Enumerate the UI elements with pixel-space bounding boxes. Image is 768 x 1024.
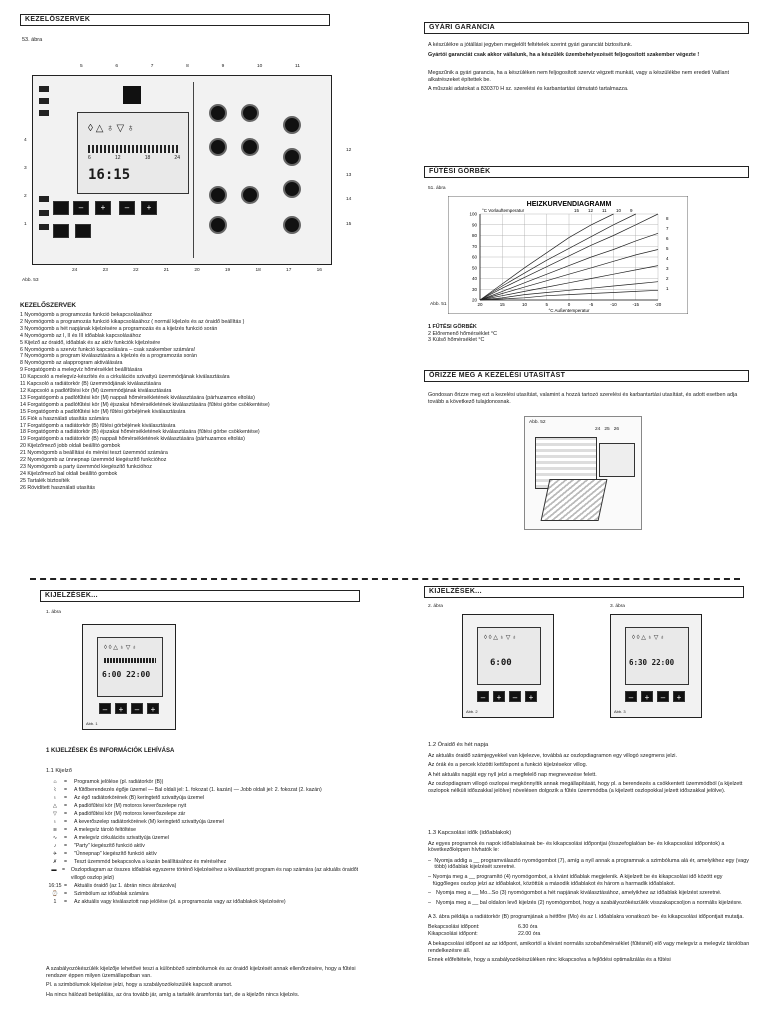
display-time: 6:00 22:00 bbox=[102, 670, 151, 679]
callout-22: 22 bbox=[133, 268, 139, 273]
list-item: 17 Forgatógomb a radiátorkör (B) fűtési görbéjének kiválasztására bbox=[20, 422, 176, 429]
legend-symbol: ♪ bbox=[53, 843, 57, 849]
list-item: 10 Kapcsoló a melegvíz-készítés és a cirkulációs szivattyú üzemmódjának kiválasztására bbox=[20, 374, 230, 381]
bullet: – Nyomja meg a __ programító (4) nyomógombot, a kívánt időablak megjelenik. A kijelzett be és kikapcsolási idő között egy függőleges oszlop jelzi az időablakot, közöttük a második időablakot és három a harmadik időablakot. bbox=[428, 874, 750, 887]
callout-14: 14 bbox=[346, 197, 352, 203]
legend-row: ▬ = Oszlopdiagram az összes időablak egyszerre történő kijelzéséhez a kiválasztott program és nap számára (az aktuális óraidőt villogó oszlop jelzi) bbox=[46, 866, 366, 882]
legend-symbol: ⌂ bbox=[53, 779, 57, 785]
list-item: 1 FŰTÉSI GÖRBÉK bbox=[428, 324, 477, 330]
section-header: GYÁRI GARANCIA bbox=[424, 22, 749, 34]
knob bbox=[209, 216, 227, 234]
note-text: Ha nincs hálózati betáplálás, az óra tovább jár, amíg a tartalék áramforrás tart, de a kijelzőn nincs kijelzés. bbox=[46, 991, 300, 998]
x-tick-label: 10 bbox=[521, 302, 528, 307]
plus-button: + bbox=[141, 201, 157, 215]
curve-label: 2 bbox=[666, 276, 669, 281]
legend-row: ∿ = A melegvíz cirkulációs szivattyúja üzemel bbox=[46, 834, 366, 842]
callout-3: 3 bbox=[24, 166, 27, 172]
display-symbols: ◊ ◊ △ ♁ ▽ ♁ bbox=[632, 635, 665, 641]
legend-text: A padlófűtési kör (M) motoros keverőszelepe zár bbox=[74, 811, 186, 817]
curve-label: 5 bbox=[666, 246, 669, 251]
list-item: 5 Kijelző az óraidő, időablak és az aktív funkciók kijelzésére bbox=[20, 339, 161, 346]
legend-symbol: △ bbox=[53, 803, 57, 809]
list-item: 18 Forgatógomb a radiátorkör (B) éjszakai hőmérsékletének kiválasztására (fűtési görbe csökkentése) bbox=[20, 429, 260, 436]
figure-label: 2. ábra bbox=[428, 604, 443, 609]
chart-caption: Abb. 51 bbox=[430, 302, 447, 307]
legend-text: Szimbólum az időablak számára bbox=[74, 891, 149, 897]
display-scale-18: 18 bbox=[144, 155, 151, 161]
page-bottom-right bbox=[384, 580, 768, 1024]
curve-label: 8 bbox=[666, 216, 669, 221]
fig-callouts bbox=[595, 427, 619, 433]
knob bbox=[241, 104, 259, 122]
list-item: 4 Nyomógomb az I, II és III időablak kapcsolásához bbox=[20, 332, 142, 339]
figure-label: 53. ábra bbox=[22, 37, 43, 43]
legend-text: Teszt üzemmód bekapcsolva a kazán beállításához és méréséhez bbox=[74, 859, 227, 865]
panel-button bbox=[75, 224, 91, 238]
callout-6: 6 bbox=[115, 64, 119, 69]
y-tick-label: 60 bbox=[471, 254, 477, 260]
fig-label: Abb. 52 bbox=[529, 420, 546, 425]
plus-button: + bbox=[493, 691, 505, 702]
callout-15: 15 bbox=[346, 222, 352, 228]
legend-symbol: ▽ bbox=[53, 811, 57, 817]
legend-text: Programok jelölése (pl. radiátorkör (B)) bbox=[74, 779, 164, 785]
x-tick-label: -15 bbox=[632, 302, 640, 307]
curve-label: 1 bbox=[666, 286, 669, 291]
knob bbox=[283, 116, 301, 134]
bullet-text: Nyomja addig a __ programválasztó nyomógombot (7), amíg a nyíl annak a programnak a szimbóluma alá ér, amelyikhez egy (vagy több) időablak kijelzését szeretné. bbox=[434, 857, 749, 871]
section-header: FŰTÉSI GÖRBÉK bbox=[424, 166, 749, 178]
display-panel-illustration bbox=[82, 624, 176, 730]
legend-symbol: ♁ bbox=[53, 819, 57, 825]
y-tick-label: 20 bbox=[471, 297, 477, 303]
list-item: 26 Rövidített használati utasítás bbox=[20, 484, 96, 491]
notes bbox=[46, 966, 366, 998]
legend-row: 16:15 = Aktuális óraidő (az 1. ábrán nincs ábrázolva) bbox=[46, 882, 366, 890]
list-item: 13 Forgatógomb a padlófűtési kör (M) nappali hőmérsékletének kiválasztására (párhuzamos eltolás) bbox=[20, 394, 255, 401]
knob bbox=[209, 186, 227, 204]
list-item: 8 Nyomógomb az alapprogram aktiválására bbox=[20, 360, 123, 367]
list-item: 11 Kapcsoló a radiátorkör (B) üzemmódjának kiválasztására bbox=[20, 381, 161, 388]
x-tick-label: -5 bbox=[589, 302, 594, 307]
legend-row: ♁ = Az égő radiátorkörének (B) keringtető szivattyúja üzemel bbox=[46, 794, 366, 802]
x-tick-label: -10 bbox=[610, 302, 617, 307]
kv-key: Bekapcsolási időpont: bbox=[428, 923, 480, 930]
callout-16: 16 bbox=[316, 268, 322, 273]
display-time: 6:30 22:00 bbox=[629, 658, 675, 667]
legend-row: ♁ = A keverőszelep radiátorkörének (M) keringtető szivattyúja üzemel bbox=[46, 818, 366, 826]
callout-18: 18 bbox=[255, 268, 261, 273]
panel-display bbox=[77, 112, 189, 194]
heating-curve-chart bbox=[448, 196, 688, 314]
curve-label: 6 bbox=[666, 236, 669, 241]
bullet-text: Nyomja meg a __ bal oldalon levő kijelzés (2) nyomógombot, hogy a szabályozókészülék visszakapcsoljon a normális kijelzésre. bbox=[436, 899, 743, 906]
minus-button: – bbox=[99, 703, 111, 714]
y-tick-label: 70 bbox=[471, 243, 477, 249]
legend-symbol: ▬ bbox=[51, 867, 57, 873]
y-tick-label: 30 bbox=[471, 286, 477, 292]
callout-7: 7 bbox=[150, 64, 154, 69]
figure-label bbox=[529, 420, 546, 426]
parts-title: KEZELŐSZERVEK bbox=[20, 302, 76, 309]
minus-button: – bbox=[131, 703, 143, 714]
panel-button bbox=[39, 98, 49, 104]
manual-drawer-illustration bbox=[524, 416, 642, 530]
x-tick-label: 0 bbox=[567, 302, 571, 307]
list-item: 2 Előremenő hőmérséklet °C bbox=[428, 330, 497, 337]
minus-button: – bbox=[509, 691, 521, 702]
callout-2: 2 bbox=[24, 194, 27, 200]
display-time: 6:00 bbox=[490, 658, 512, 668]
plus-button: + bbox=[115, 703, 127, 714]
legend-text: A fűtőberendezés égője üzemel — Bal oldali jel: 1. fokozat (1. kazán) — Jobb oldali jel: 2. fokozat (2. kazán) bbox=[74, 787, 322, 793]
control-panel-illustration bbox=[32, 75, 332, 265]
list-item: 22 Nyomógomb az ünnepnap üzemmód kiegészítő funkcióhoz bbox=[20, 457, 167, 464]
list-item: 23 Nyomógomb a party üzemmód kiegészítő funkcióhoz bbox=[20, 463, 152, 470]
panel-button bbox=[39, 110, 49, 116]
callouts-bottom bbox=[72, 268, 322, 274]
y-tick-label: 90 bbox=[471, 222, 477, 228]
list-item: 19 Forgatógomb a radiátorkör (B) nappali hőmérsékletének kiválasztására (párhuzamos eltolás) bbox=[20, 436, 245, 443]
callout-10: 10 bbox=[256, 64, 263, 69]
list-item: 1 Nyomógomb a programozás funkció bekapcsolásához bbox=[20, 312, 152, 318]
figure-caption: Abb. 53 bbox=[22, 278, 39, 283]
legend-text: A melegvíz cirkulációs szivattyúja üzemel bbox=[74, 835, 169, 841]
callout-9: 9 bbox=[221, 64, 225, 69]
figure-caption: Abb. 2 bbox=[466, 709, 478, 714]
legend-row: ≋ = A melegvíz tároló feltöltése bbox=[46, 826, 366, 834]
bullet-text: Nyomja meg a __ programító (4) nyomógombot, a kívánt időablak megjelenik. A kijelzett be és kikapcsolási idő között egy függőleges oszlop jelzi az időablakot, közöttük a második időablakot és három a harmadik időablakot. bbox=[432, 873, 723, 887]
plus-button: + bbox=[95, 201, 111, 215]
figure-caption: Abb. 1 bbox=[86, 721, 98, 726]
bullet: – Nyomja meg a __ Mo...So (3) nyomógombot a hét napjának kiválasztásához, amelyikhez az időablak kijelzést szeretné. bbox=[428, 890, 722, 897]
list-item: 15 Forgatógomb a padlófűtési kör (M) fűtési görbéjének kiválasztására bbox=[20, 408, 186, 415]
subsection-title: 1.2 Óraidő és hét napja bbox=[428, 742, 489, 748]
kv-key: Kikapcsolási időpont: bbox=[428, 930, 478, 937]
legend-symbol: ✗ bbox=[52, 859, 58, 865]
display-panel-illustration bbox=[610, 614, 702, 718]
subsection-title: 1.3 Kapcsolási idők (időablakok) bbox=[428, 830, 512, 836]
legend-symbol: 16:15 bbox=[48, 883, 62, 889]
display-scale-24: 24 bbox=[174, 155, 180, 161]
paragraph: A bekapcsolási időpont az az időpont, amikortól a kívánt normális szobahőmérséklet (fűtésnél) elő vagy melegvíz a melegvíz tárolóban rendelkezésre áll. bbox=[428, 940, 750, 954]
list-item: 7 Nyomógomb a program kiválasztására a kijelzés és a programozás során bbox=[20, 353, 197, 360]
legend-row: ⌇ = A fűtőberendezés égője üzemel — Bal oldali jel: 1. fokozat (1. kazán) — Jobb oldali jel: 2. fokozat (2. kazán) bbox=[46, 786, 366, 794]
list-item: 3 Külső hőmérséklet °C bbox=[428, 337, 485, 344]
bullet: – Nyomja meg a __ bal oldalon levő kijelzés (2) nyomógombot, hogy a szabályozókészülék visszakapcsoljon a normális kijelzésre. bbox=[428, 899, 743, 906]
list-item: 24 Kijelzőmező bal oldali beállító gombok bbox=[20, 470, 118, 477]
paragraph: Gondosan őrizze meg ezt a kezelési utasítást, valamint a hozzá tartozó szerelési és karbantartási utasítást, és adott esetben adja tovább a következő tulajdonosnak. bbox=[428, 392, 738, 405]
curve-label: 12 bbox=[588, 208, 594, 213]
legend-symbol: ⌇ bbox=[53, 787, 57, 793]
paragraph: Az oszlopdiagram villogó oszlopai megkönnyítik annak megállapítását, hogy pl. a berendezés a csökkentett üzemmódból (a kijelzett oszlopok nélküli időszakkal jelölve) növelésen dolgozik a fűtés üzemmódba (a kijelzett oszlopokkal jelzett időszakkal jelölve). bbox=[428, 781, 743, 794]
figure-caption: Abb. 3 bbox=[614, 709, 626, 714]
callout-11: 11 bbox=[295, 64, 300, 69]
paragraph: A 3. ábra példája a radiátorkör (B) programjának a hétfőre (Mo) és az I. időablakra vonatkozó be- és kikapcsolási időpontjait mutatja. bbox=[428, 914, 744, 921]
figure-label: 1. ábra bbox=[46, 610, 61, 615]
legend-text: "Party" kiegészítő funkció aktív bbox=[74, 843, 145, 849]
legend-row: ✈ = "Ünnepnap" kiegészítő funkció aktív bbox=[46, 850, 366, 858]
legend-row: ⌚ = Szimbólum az időablak számára bbox=[46, 890, 366, 898]
chart-title: HEIZKURVENDIAGRAMM bbox=[526, 201, 612, 208]
curve-label: 11 bbox=[602, 208, 607, 213]
legend-row: △ = A padlófűtési kör (M) motoros keverőszelepe nyit bbox=[46, 802, 366, 810]
knob bbox=[283, 148, 301, 166]
curve-label: 10 bbox=[616, 208, 622, 213]
chart-legend-list bbox=[428, 324, 497, 344]
panel-button bbox=[53, 201, 69, 215]
plus-button: + bbox=[525, 691, 537, 702]
guarantee-text-bold: Gyártói garanciát csak akkor vállalunk, ha a készülék üzembehelyezését feljogosított szakember végezte ! bbox=[428, 51, 700, 58]
callout-24: 24 bbox=[595, 427, 601, 432]
section-1-3 bbox=[428, 830, 750, 964]
parts-list bbox=[20, 312, 370, 492]
kv-row bbox=[428, 924, 750, 931]
display-scale-12: 12 bbox=[114, 155, 121, 161]
callout-21: 21 bbox=[163, 268, 170, 273]
plus-button: + bbox=[641, 691, 653, 702]
callout-17: 17 bbox=[286, 268, 292, 273]
prog-button bbox=[123, 86, 141, 104]
knob bbox=[209, 104, 227, 122]
list-item: 21 Nyomógomb a beállítási és mérési teszt üzemmód számára bbox=[20, 450, 168, 457]
legend-text: A keverőszelep radiátorkörének (M) keringtető szivattyúja üzemel bbox=[74, 819, 224, 825]
manual-sketch bbox=[541, 479, 608, 521]
section-header: ŐRIZZE MEG A KEZELÉSI UTASÍTÁST bbox=[424, 370, 749, 382]
curve-label: 7 bbox=[666, 226, 669, 231]
kv-row bbox=[428, 931, 750, 938]
section-header: KIJELZÉSEK... bbox=[40, 590, 360, 602]
panel-button bbox=[39, 224, 49, 230]
legend-text: "Ünnepnap" kiegészítő funkció aktív bbox=[74, 851, 157, 857]
legend-symbol: ≋ bbox=[52, 827, 58, 833]
legend-row: ▽ = A padlófűtési kör (M) motoros keverőszelepe zár bbox=[46, 810, 366, 818]
legend-text: Az aktuális vagy kiválasztott nap jelölése (pl. a programozás vagy az időablakok kijelzésére) bbox=[74, 899, 286, 905]
y-axis-label: °C Vorlauftemperatur bbox=[482, 208, 525, 213]
curve-label: 4 bbox=[666, 256, 669, 261]
guarantee-text: A készülékre a jótállási jegyben megjelölt feltételek szerint gyári garanciát biztosítunk. bbox=[428, 42, 633, 48]
knob bbox=[283, 180, 301, 198]
panel-divider bbox=[193, 82, 194, 258]
x-tick-label: 20 bbox=[477, 302, 483, 307]
callout-5: 5 bbox=[80, 64, 83, 69]
list-item: 6 Nyomógomb a szerviz funkció kapcsolására – csak szakember számára! bbox=[20, 346, 196, 353]
legend-text: Oszlopdiagram az összes időablak egyszerre történő kijelzéséhez a kiválasztott program és nap számára (az aktuális óraidőt villogó oszlop jelzi) bbox=[70, 867, 359, 881]
callout-4: 4 bbox=[24, 138, 27, 143]
list-item: 3 Nyomógomb a hét napjának kijelzésére a programozás és a kijelzés funkció során bbox=[20, 325, 218, 332]
panel-display bbox=[97, 637, 163, 697]
minus-button: – bbox=[625, 691, 637, 702]
list-item: 20 Kijelzőmező jobb oldali beállító gombok bbox=[20, 443, 121, 450]
kv-value: 6.30 óra bbox=[518, 923, 538, 930]
display-bar-graph bbox=[104, 658, 156, 663]
callouts-top bbox=[80, 64, 300, 70]
drawer-sketch bbox=[599, 443, 635, 477]
x-tick-label: 15 bbox=[499, 302, 505, 307]
paragraph bbox=[428, 42, 746, 93]
y-tick-label: 40 bbox=[471, 276, 477, 281]
section-1-2 bbox=[428, 742, 750, 795]
display-symbols: ◊ △ ♁ ▽ ♁ bbox=[88, 123, 135, 134]
legend-symbol: 1 bbox=[53, 899, 57, 905]
callout-25: 25 bbox=[604, 427, 610, 432]
knob bbox=[241, 138, 259, 156]
display-bar-graph bbox=[88, 145, 178, 153]
display-scale-6: 6 bbox=[88, 155, 91, 161]
list-item: 9 Forgatógomb a melegvíz hőmérséklet beállítására bbox=[20, 367, 143, 374]
legend-text: A padlófűtési kör (M) motoros keverőszelepe nyit bbox=[74, 803, 187, 809]
callout-8: 8 bbox=[186, 64, 189, 69]
legend-row: ✗ = Teszt üzemmód bekapcsolva a kazán beállításához és méréséhez bbox=[46, 858, 366, 866]
paragraph: Ennek előfeltétele, hogy a szabályozókészüléken ninc kikapcsolva a fejlődési optimalizálás és a fűtési bbox=[428, 957, 671, 964]
guarantee-text: Megszűnik a gyári garancia, ha a készüléken nem feljogosított szerviz végzett munkát, vagy a készülékbe nem eredeti Vaillant alkatrészeket építettek be. bbox=[428, 70, 730, 83]
legend-symbol: ♁ bbox=[53, 795, 57, 801]
legend-symbol: ∿ bbox=[52, 835, 58, 841]
display-time: 16:15 bbox=[88, 167, 131, 183]
bullet: – Nyomja addig a __ programválasztó nyomógombot (7), amíg a nyíl annak a programnak a szimbóluma alá ér, amelyikhez egy (vagy több) időablak kijelzését szeretné. bbox=[428, 857, 749, 871]
list-item: 2 Nyomógomb a programozás funkció kikapcsolásához ( normál kijelzés és az óraidő beállítás ) bbox=[20, 318, 245, 325]
knob bbox=[241, 186, 259, 204]
panel-button bbox=[53, 224, 69, 238]
legend-text: Aktuális óraidő (az 1. ábrán nincs ábrázolva) bbox=[74, 883, 177, 889]
legend-row: ♪ = "Party" kiegészítő funkció aktív bbox=[46, 842, 366, 850]
callout-26: 26 bbox=[613, 427, 620, 432]
callout-13: 13 bbox=[346, 172, 352, 178]
paragraph: Az egyes programok és napok időablakainak be- és kikapcsolási időpontjai (összefoglalóan be- és kikapcsolási időpontok) a következőképpen hívhatók le: bbox=[428, 840, 725, 854]
page-top-right bbox=[384, 0, 768, 560]
y-tick-label: 50 bbox=[471, 265, 477, 271]
legend-row: ⌂ = Programok jelölése (pl. radiátorkör (B)) bbox=[46, 778, 366, 786]
list-item: 14 Forgatógomb a padlófűtési kör (M) éjszakai hőmérsékletének kiválasztására (fűtési görbe csökkentése) bbox=[20, 401, 270, 408]
display-symbols: ◊ ◊ △ ♁ ▽ ♁ bbox=[484, 635, 517, 641]
figure-label: 3. ábra bbox=[610, 604, 625, 609]
minus-button: – bbox=[73, 201, 89, 215]
legend-symbol: ⌚ bbox=[51, 891, 59, 897]
symbol-legend bbox=[46, 778, 366, 906]
knob bbox=[209, 138, 227, 156]
display-panel-illustration bbox=[462, 614, 554, 718]
figure-label: 51. ábra bbox=[428, 186, 446, 191]
callout-24: 24 bbox=[72, 268, 78, 273]
bullet-text: Nyomja meg a __ Mo...So (3) nyomógombot a hét napjának kiválasztásához, amelyikhez az időablak kijelzést szeretné. bbox=[436, 890, 722, 897]
panel-button bbox=[39, 210, 49, 216]
callout-1: 1 bbox=[24, 222, 27, 228]
callout-20: 20 bbox=[194, 268, 200, 273]
note-text: Pl. a szimbólumok kijelzése jelzi, hogy a szabályozókészülék kapcsolt aramot. bbox=[46, 982, 233, 989]
panel-display bbox=[477, 627, 541, 685]
guarantee-text: A műszaki adatokat a 830370 H sz. szerelési és karbantartási útmutató tartalmazza. bbox=[428, 86, 629, 93]
legend-text: Az égő radiátorkörének (B) keringtető szivattyúja üzemel bbox=[74, 795, 205, 801]
section-header: KEZELŐSZERVEK bbox=[20, 14, 330, 26]
plus-button: + bbox=[147, 703, 159, 714]
y-tick-label: 100 bbox=[469, 211, 477, 217]
minus-button: – bbox=[657, 691, 669, 702]
paragraph: Az órák és a percek közötti kettőspont a funkció kijelzésekor villog. bbox=[428, 762, 588, 769]
paragraph: Az aktuális óraidő számjegyekkel van kijelezve, továbbá az oszlopdiagramon egy villogó szegmens jelzi. bbox=[428, 752, 677, 759]
curve-label: 3 bbox=[666, 266, 669, 271]
legend-row: 1 = Az aktuális vagy kiválasztott nap jelölése (pl. a programozás vagy az időablakok kijelzésére) bbox=[46, 898, 366, 906]
x-tick-label: 5 bbox=[545, 302, 549, 307]
list-item: 25 Tartalék biztosíték bbox=[20, 477, 70, 484]
panel-display bbox=[625, 627, 689, 685]
list-item: 12 Kapcsoló a padlófűtési kör (M) üzemmódjának kiválasztására bbox=[20, 387, 172, 394]
legend-text: A melegvíz tároló feltöltése bbox=[74, 827, 136, 833]
callouts-right bbox=[346, 148, 351, 228]
page-top-left bbox=[0, 0, 384, 560]
note-text: A szabályozókészülék kijelzője lehetővé teszi a különböző szimbólumok és az óraidő kijelzését annak ellenőrzésére, hogy a fűtési rendszer éppen milyen üzemállapotban van. bbox=[46, 966, 356, 979]
minus-button: – bbox=[477, 691, 489, 702]
display-scale bbox=[88, 155, 180, 161]
x-tick-label: -20 bbox=[654, 302, 662, 307]
section-header: KIJELZÉSEK... bbox=[424, 586, 744, 598]
callout-19: 19 bbox=[224, 268, 231, 273]
plus-button: + bbox=[673, 691, 685, 702]
subsection-title: 1.1 Kijelző bbox=[46, 768, 72, 774]
curve-label: 15 bbox=[574, 208, 580, 213]
curve-label: 9 bbox=[630, 208, 633, 213]
panel-button bbox=[39, 86, 49, 92]
panel-button bbox=[39, 196, 49, 202]
section-title: 1 KIJELZÉSEK ÉS INFORMÁCIÓK LEHÍVÁSA bbox=[46, 748, 175, 754]
y-tick-label: 80 bbox=[471, 233, 477, 238]
knob bbox=[283, 216, 301, 234]
callout-12: 12 bbox=[346, 148, 352, 153]
paragraph: A hét aktuális napját egy nyíl jelzi a megfelelő nap megnevezése felett. bbox=[428, 771, 597, 778]
kv-value: 22.00 óra bbox=[518, 930, 541, 937]
minus-button: – bbox=[119, 201, 135, 215]
chart-frame bbox=[448, 196, 688, 314]
display-symbols: ◊ ◊ △ ♁ ▽ ♁ bbox=[104, 645, 137, 651]
callout-23: 23 bbox=[102, 268, 108, 273]
x-axis-label: °C Außentemperatur bbox=[548, 308, 590, 313]
callouts-left bbox=[24, 138, 27, 228]
legend-symbol: ✈ bbox=[52, 851, 58, 857]
list-item: 16 Fiók a használati utasítás számára bbox=[20, 415, 109, 422]
page-bottom-left bbox=[0, 580, 384, 1024]
